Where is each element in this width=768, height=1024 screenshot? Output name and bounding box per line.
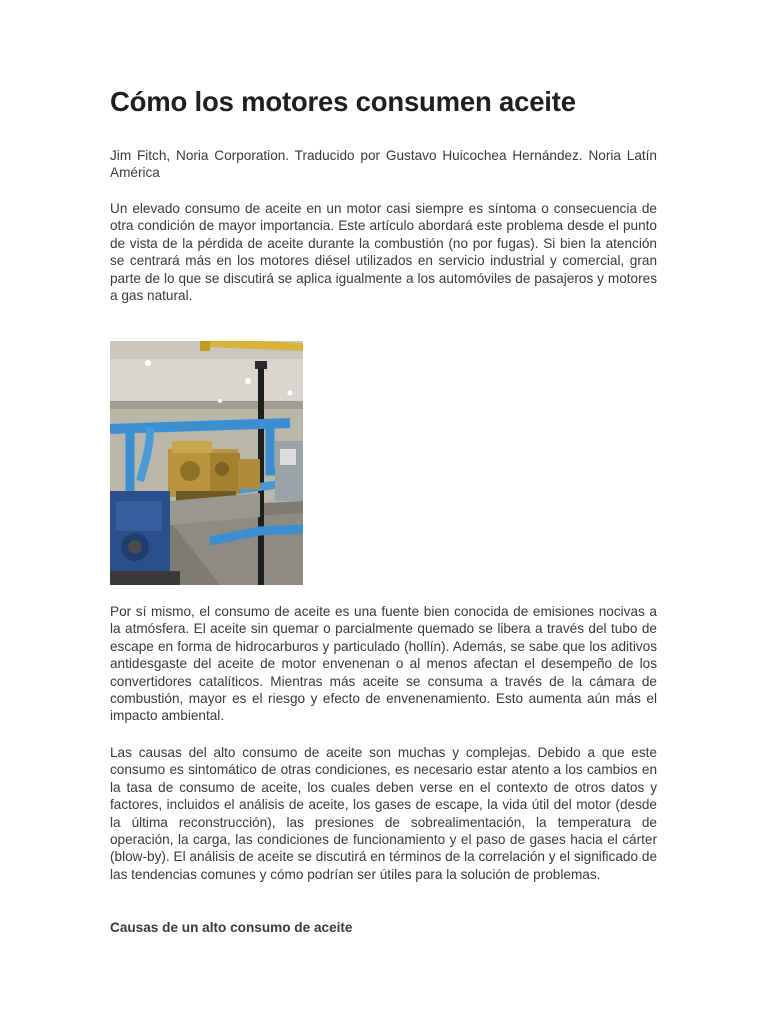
paragraph-causes: Las causas del alto consumo de aceite son muchas y complejas. Debido a que este consumo es sintomático de otras condiciones, es necesario estar atento a los cambios en la tasa de consumo de aceite, los cuales deben verse en el contexto de otros datos y factores, incluidos el análisis de aceite, los gases de escape, la vida útil del motor (desde la última reconstrucción), las presiones de sobrealimentación, la temperatura de operación, la carga, las condiciones de funcionamiento y el paso de gases hacia el cárter (blow-by). El análisis de aceite se discutirá en términos de la correlación y el significado de las tendencias comunes y cómo podrían ser útiles para la solución de problemas. <box>110 745 657 882</box>
engine-room-photo <box>110 341 303 585</box>
paragraph-intro: Un elevado consumo de aceite en un motor casi siempre es síntoma o consecuencia de otra condición de mayor importancia. Este artículo abordará este problema desde el punto de vista de la pérdida de aceite durante la combustión (no por fugas). Si bien la atención se centrará más en los motores diésel utilizados en servicio industrial y comercial, gran parte de lo que se discutirá se aplica igualmente a los automóviles de pasajeros y motores a gas natural. <box>110 201 657 304</box>
paragraph-emissions: Por sí mismo, el consumo de aceite es una fuente bien conocida de emisiones nocivas a la atmósfera. El aceite sin quemar o parcialmente quemado se libera a través del tubo de escape en forma de hidrocarburos y particulado (hollín). Además, se sabe que los aditivos antidesgaste del aceite de motor envenenan o al menos afectan el desempeño de los convertidores catalíticos. Mientras más aceite se consuma a través de la cámara de combustión, mayor es el riesgo y efecto de envenenamiento. Esto aumenta aún más el impacto ambiental. <box>110 604 657 724</box>
author-line: Jim Fitch, Noria Corporation. Traducido por Gustavo Huicochea Hernández. Noria Latín América <box>110 148 657 181</box>
article-title: Cómo los motores consumen aceite <box>110 86 576 117</box>
section-heading: Causas de un alto consumo de aceite <box>110 920 353 935</box>
